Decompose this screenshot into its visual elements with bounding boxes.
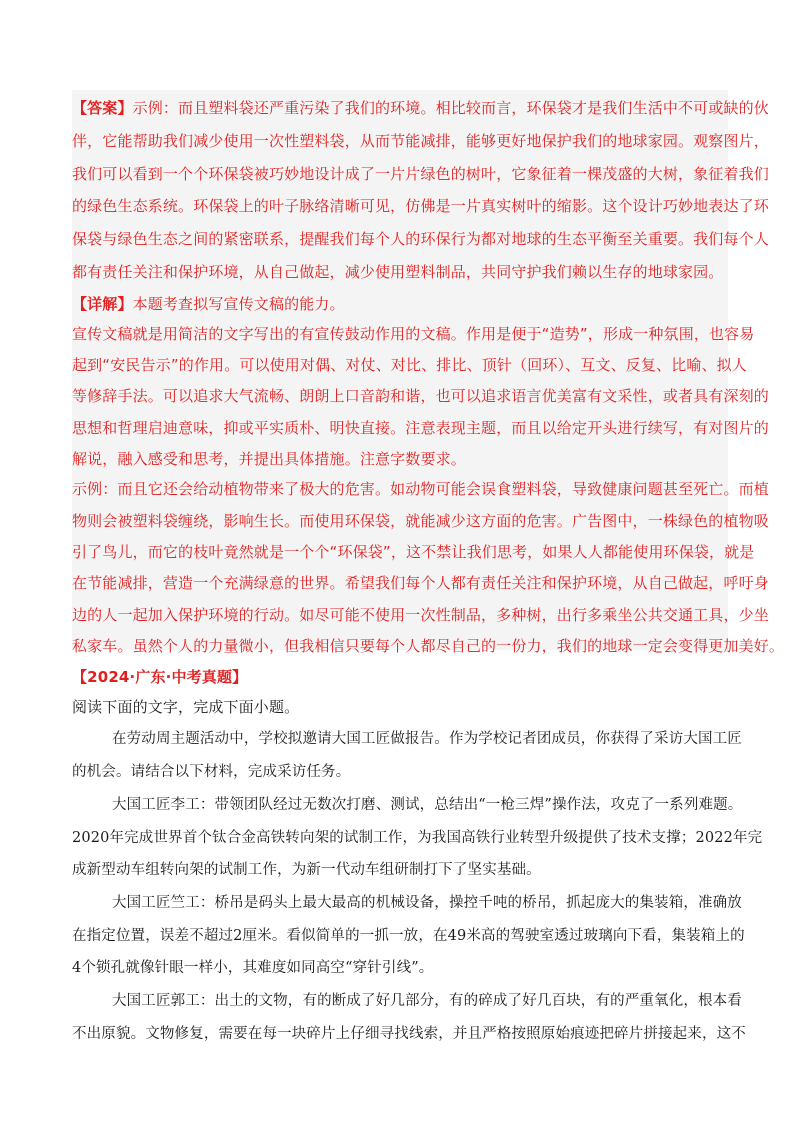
li-line-2: 2020年完成世界首个钛合金高铁转向架的试制工作，为我国高铁行业转型升级提供了技术支撑；2022年完 <box>72 830 763 846</box>
answer-line-6: 都有责任关注和保护环境，从自己做起，减少使用塑料制品，共同守护我们赖以生存的地球家园。 <box>72 263 724 281</box>
guo-line-2: 不出原貌。文物修复，需要在每一块碎片上仔细寻找线索，并且严格按照原始痕迹把碎片拼接起来，这不 <box>72 1026 746 1042</box>
zhu-line-3: 4个锁孔就像针眼一样小，其难度如同高空“穿针引线”。 <box>72 960 434 976</box>
answer-tag: 【答案】 <box>72 99 133 117</box>
detail-line-6: 解说，融入感受和思考，并提出具体措施。注意字数要求。 <box>72 450 466 468</box>
detail-line-9: 引了鸟儿，而它的枝叶竟然就是一个个“环保袋”，这不禁让我们思考，如果人人都能使用环保袋，就是 <box>72 543 755 561</box>
answer-line-1: 【答案】示例：而且塑料袋还严重污染了我们的环境。相比较而言，环保袋才是我们生活中不可或缺的伙 <box>72 99 769 117</box>
detail-line-4: 等修辞手法。可以追求大气流畅、朗朗上口音韵和谐，也可以追求语言优美富有文采性，或者具有深刻的 <box>72 387 769 405</box>
detail-line-7: 示例：而且它还会给动植物带来了极大的危害。如动物可能会误食塑料袋，导致健康问题甚至死亡。而植 <box>72 480 769 498</box>
detail-line-8: 物则会被塑料袋缠绕，影响生长。而使用环保袋，就能减少这方面的危害。广告图中，一株绿色的植物吸 <box>72 512 769 530</box>
detail-line-12: 私家车。虽然个人的力量微小，但我相信只要每个人都尽自己的一份力，我们的地球一定会变得更加美好。 <box>72 637 785 655</box>
li-line-1: 大国工匠李工：带领团队经过无数次打磨、测试，总结出“一枪三焊”操作法，攻克了一系列难题。 <box>112 797 743 813</box>
detail-line-3: 起到“安民告示”的作用。可以使用对偶、对仗、对比、排比、顶针（回环）、互文、反复、比喻、拟人 <box>72 356 747 374</box>
detail-line-11: 边的人一起加入保护环境的行动。如尽可能不使用一次性制品，多种树，出行多乘坐公共交通工具，少坐 <box>72 606 769 624</box>
guo-line-1: 大国工匠郭工：出土的文物，有的断成了好几部分，有的碎成了好几百块，有的严重氧化，根本看 <box>112 993 742 1009</box>
detail-line-5: 思想和哲理启迪意味，抑或平实质朴、明快直接。注意表现主题，而且以给定开头进行续写，有对图片的 <box>72 419 769 437</box>
zhu-line-2: 在指定位置，误差不超过2厘米。看似简单的一抓一放，在49米高的驾驶室透过玻璃向下看，集装箱上的 <box>72 928 745 944</box>
li-line-3: 成新型动车组转向架的试制工作，为新一代动车组研制打下了坚实基础。 <box>72 862 541 878</box>
intro-line-2: 的机会。请结合以下材料，完成采访任务。 <box>72 764 351 780</box>
answer-line-5: 保袋与绿色生态之间的紧密联系，提醒我们每个人的环保行为都对地球的生态平衡至关重要。我们每个人 <box>72 230 769 248</box>
detail-line-1: 【详解】本题考查拟写宣传文稿的能力。 <box>72 295 345 313</box>
answer-line-4: 的绿色生态系统。环保袋上的叶子脉络清晰可见，仿佛是一片真实树叶的缩影。这个设计巧妙地表达了环 <box>72 197 769 215</box>
zhu-line-1: 大国工匠竺工：桥吊是码头上最大最高的机械设备，操控千吨的桥吊，抓起庞大的集装箱，准确放 <box>112 895 742 911</box>
answer-line-2: 伴，它能帮助我们减少使用一次性塑料袋，从而节能减排，能够更好地保护我们的地球家园。观察图片， <box>72 132 769 150</box>
detail-line-2: 宣传文稿就是用简洁的文字写出的有宣传鼓动作用的文稿。作用是便于“造势”，形成一种氛围，也容易 <box>72 325 755 343</box>
question-instruction: 阅读下面的文字，完成下面小题。 <box>72 698 300 716</box>
intro-line-1: 在劳动周主题活动中，学校拟邀请大国工匠做报告。作为学校记者团成员，你获得了采访大国工匠 <box>112 731 742 747</box>
detail-tag: 【详解】 <box>72 295 133 313</box>
question-source-tag: 【2024·广东·中考真题】 <box>72 668 248 686</box>
detail-line-10: 在节能减排，营造一个充满绿意的世界。希望我们每个人都有责任关注和保护环境，从自己做起，呼吁身 <box>72 574 769 592</box>
answer-line-3: 我们可以看到一个个环保袋被巧妙地设计成了一片片绿色的树叶，它象征着一棵茂盛的大树，象征着我们 <box>72 165 769 183</box>
